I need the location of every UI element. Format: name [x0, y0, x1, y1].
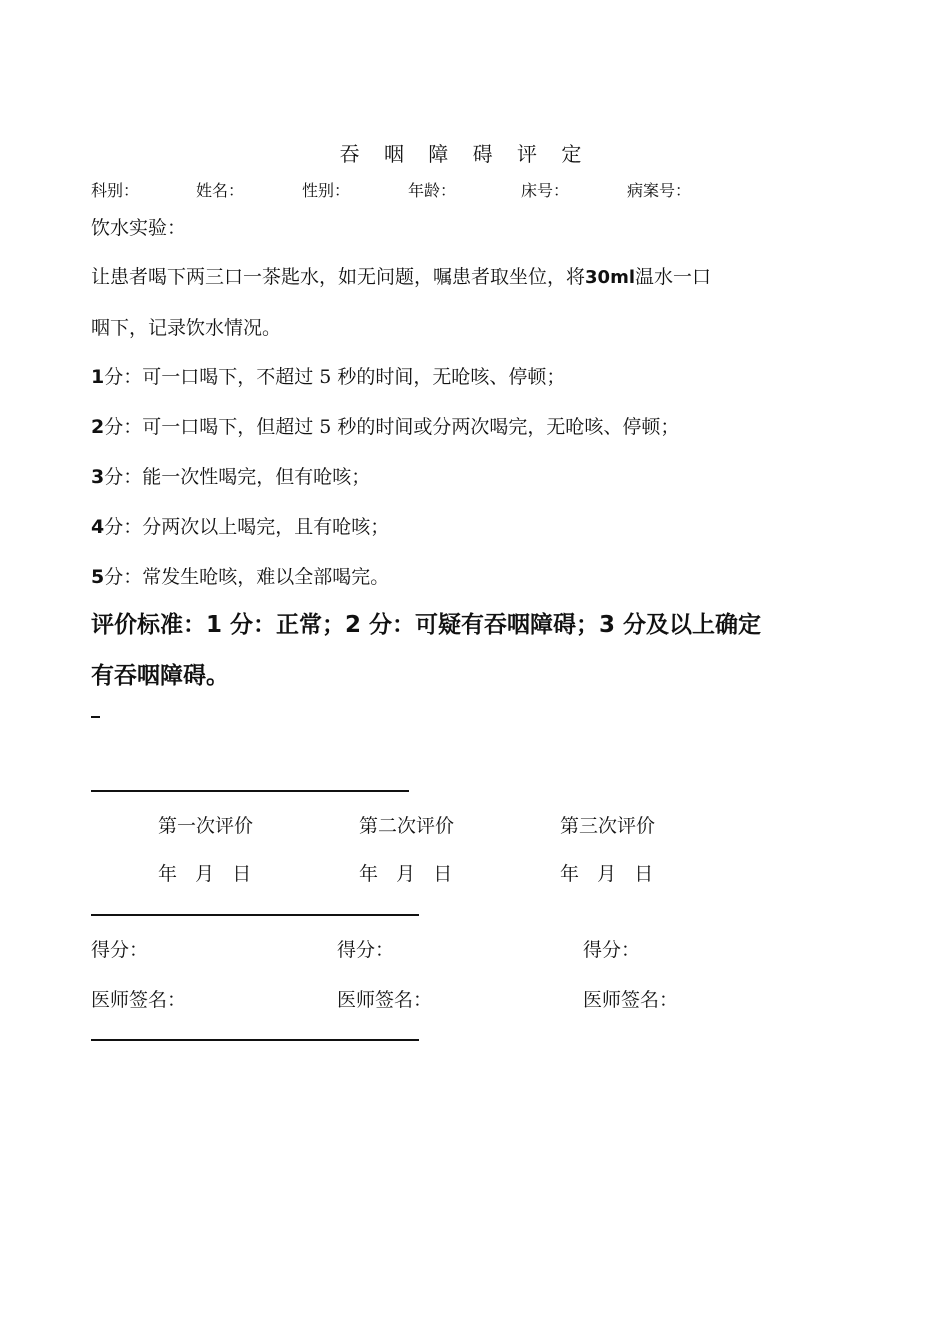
score-label: 得分： — [337, 939, 395, 961]
physician-signature-label: 医师签名： — [583, 989, 679, 1011]
age-label: 年龄： — [408, 181, 457, 200]
evaluation-label: 第三次评价 — [560, 815, 656, 837]
evaluation-label: 第二次评价 — [359, 815, 455, 837]
score-item — [91, 462, 370, 489]
instruction-line-1 — [91, 262, 711, 289]
score-item — [91, 562, 389, 589]
score-description: 分：可一口喝下，不超过 5 秒的时间，无呛咳、停顿； — [104, 366, 566, 388]
score-description: 分：常发生呛咳，难以全部喝完。 — [104, 566, 390, 588]
divider-line — [91, 790, 409, 792]
divider-line — [91, 914, 419, 916]
criteria-line-1: 评价标准：1 分：正常；2 分：可疑有吞咽障碍；3 分及以上确定 — [91, 612, 762, 638]
score-number: 4 — [91, 516, 105, 538]
instruction-text-a: 让患者喝下两三口一茶匙水，如无问题，嘱患者取坐位，将 — [91, 266, 586, 288]
score-number: 3 — [91, 466, 105, 488]
evaluation-date: 年 月 日 — [359, 863, 453, 885]
gender-label: 性别： — [302, 181, 351, 200]
record-number-label: 病案号： — [627, 181, 692, 200]
instruction-line-2: 咽下，记录饮水情况。 — [91, 317, 282, 339]
score-description: 分：可一口喝下，但超过 5 秒的时间或分两次喝完，无呛咳、停顿； — [104, 416, 680, 438]
physician-signature-label: 医师签名： — [91, 989, 187, 1011]
evaluation-date: 年 月 日 — [560, 863, 654, 885]
score-item — [91, 362, 565, 389]
evaluation-date: 年 月 日 — [158, 863, 252, 885]
divider-line — [91, 1039, 419, 1041]
score-label: 得分： — [583, 939, 641, 961]
score-label: 得分： — [91, 939, 149, 961]
dash-mark — [91, 716, 100, 718]
instruction-text-b: 温水一口 — [635, 266, 712, 288]
name-label: 姓名： — [196, 181, 245, 200]
score-description: 分：分两次以上喝完，且有呛咳； — [104, 516, 390, 538]
score-number: 2 — [91, 416, 105, 438]
physician-signature-label: 医师签名： — [337, 989, 433, 1011]
water-volume: 30ml — [585, 267, 635, 288]
evaluation-label: 第一次评价 — [158, 815, 254, 837]
score-item — [91, 412, 679, 439]
criteria-line-2: 有吞咽障碍。 — [91, 663, 229, 689]
score-description: 分：能一次性喝完，但有呛咳； — [104, 466, 371, 488]
score-number: 5 — [91, 566, 105, 588]
dept-label: 科别： — [91, 181, 140, 200]
water-test-heading: 饮水实验： — [91, 217, 187, 239]
bed-label: 床号： — [521, 181, 570, 200]
score-number: 1 — [91, 366, 105, 388]
page-title: 吞 咽 障 碍 评 定 — [339, 142, 591, 166]
score-item — [91, 512, 389, 539]
